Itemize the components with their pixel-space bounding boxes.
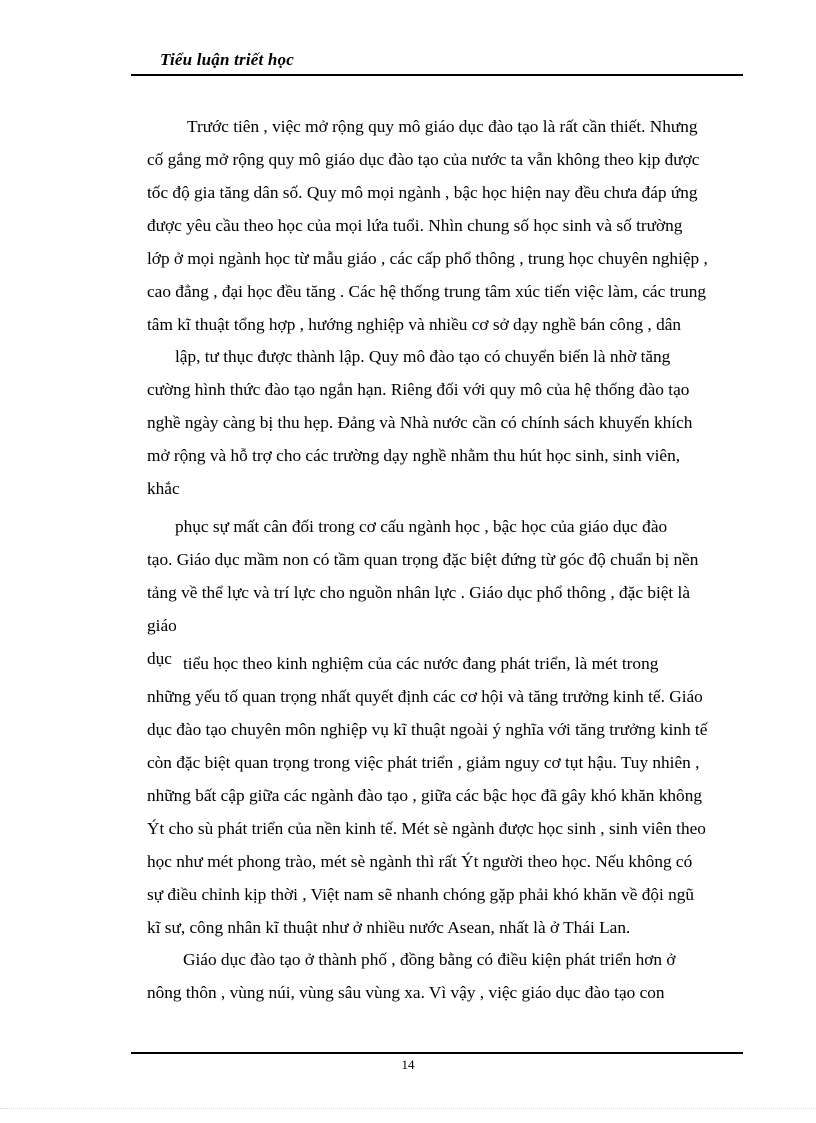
text-line: nghề ngày càng bị thu hẹp. Đảng và Nhà nước cần có chính sách khuyến khích xyxy=(147,413,693,432)
text-line: mở rộng và hỗ trợ cho các trường dạy nghề nhằm thu hút học sinh, sinh viên, xyxy=(147,446,681,465)
text-line: Ýt cho sù phát triển của nền kinh tế. Mét sè ngành được học sinh , sinh viên theo xyxy=(147,819,706,838)
text-line: tiểu học theo kinh nghiệm của các nước đang phát triển, là mét trong xyxy=(183,654,659,673)
text-line: Trước tiên , việc mở rộng quy mô giáo dục đào tạo là rất cần thiết. Nhưng xyxy=(187,117,698,136)
paragraph-5 xyxy=(147,943,741,1009)
text-line: phục sự mất cân đối trong cơ cấu ngành học , bậc học của giáo dục đào xyxy=(175,517,668,536)
text-line: dục đào tạo chuyên môn nghiệp vụ kĩ thuật ngoài ý nghĩa với tăng trưởng kinh tế xyxy=(147,720,708,739)
text-line: tảng về thể lực và trí lực cho nguồn nhân lực . Giáo dục phổ thông , đặc biệt là xyxy=(147,583,691,602)
paragraph-4 xyxy=(147,647,741,944)
text-line: còn đặc biệt quan trọng trong việc phát triển , giảm nguy cơ tụt hậu. Tuy nhiên , xyxy=(147,753,700,772)
text-line: học như mét phong trào, mét sè ngành thì rất Ýt người theo học. Nếu không có xyxy=(147,852,693,871)
text-line: những bất cập giữa các ngành đào tạo , giữa các bậc học đã gây khó khăn không xyxy=(147,786,702,805)
split-right-word: dục xyxy=(147,649,172,668)
footer-rule xyxy=(131,1052,743,1054)
text-line: sự điều chỉnh kịp thời , Việt nam sẽ nhanh chóng gặp phải khó khăn về đội ngũ xyxy=(147,885,695,904)
text-line: những yếu tố quan trọng nhất quyết định các cơ hội và tăng trưởng kinh tế. Giáo xyxy=(147,687,703,706)
text-line: nông thôn , vùng núi, vùng sâu vùng xa. Vì vậy , việc giáo dục đào tạo con xyxy=(147,983,665,1002)
text-line: tạo. Giáo dục mầm non có tầm quan trọng đặc biệt đứng từ góc độ chuẩn bị nền xyxy=(147,550,699,569)
page-number: 14 xyxy=(401,1057,415,1072)
page-edge-divider xyxy=(0,1108,816,1109)
text-line: tốc độ gia tăng dân số. Quy mô mọi ngành , bậc học hiện nay đều chưa đáp ứng xyxy=(147,183,698,202)
text-line: được yêu cầu theo học của mọi lứa tuổi. Nhìn chung số học sinh và số trường xyxy=(147,216,683,235)
text-line: khắc xyxy=(147,479,180,498)
text-line: lớp ở mọi ngành học từ mẫu giáo , các cấp phổ thông , trung học chuyên nghiệp , xyxy=(147,249,708,268)
text-line: tâm kĩ thuật tổng hợp , hướng nghiệp và nhiều cơ sở dạy nghề bán công , dân xyxy=(147,315,682,334)
paragraph-2 xyxy=(147,340,741,538)
text-line: cố gắng mở rộng quy mô giáo dục đào tạo của nước ta vẫn không theo kịp được xyxy=(147,150,700,169)
text-line: lập, tư thục được thành lập. Quy mô đào tạo có chuyển biến là nhờ tăng xyxy=(175,347,671,366)
text-line: Giáo dục đào tạo ở thành phố , đồng bằng có điều kiện phát triển hơn ở xyxy=(183,950,676,969)
page-header-title: Tiểu luận triết học xyxy=(160,50,294,69)
text-line: cao đẳng , đại học đều tăng . Các hệ thống trung tâm xúc tiến việc làm, các trung xyxy=(147,282,707,301)
header-rule xyxy=(131,74,743,76)
split-left-word: giáo xyxy=(147,616,177,635)
text-line: cường hình thức đào tạo ngắn hạn. Riêng đối với quy mô của hệ thống đào tạo xyxy=(147,380,690,399)
text-line: kĩ sư, công nhân kĩ thuật như ở nhiều nước Asean, nhất là ở Thái Lan. xyxy=(147,918,631,937)
paragraph-1 xyxy=(147,110,741,341)
